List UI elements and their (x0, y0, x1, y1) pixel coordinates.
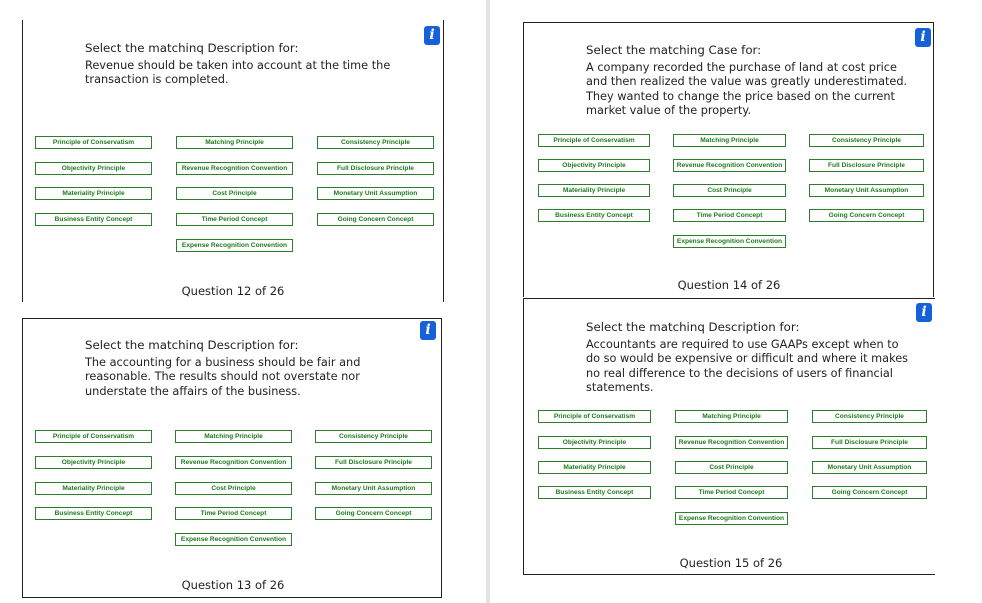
option-matching-principle[interactable]: Matching Principle (673, 134, 786, 147)
option-principle-of-conservatism[interactable]: Principle of Conservatism (35, 430, 152, 443)
option-materiality-principle[interactable]: Materiality Principle (538, 184, 650, 197)
prompt-title: Select the matchinq Description for: (85, 41, 299, 55)
option-full-disclosure-principle[interactable]: Full Disclosure Principle (812, 436, 927, 449)
question-panel-13 (22, 318, 442, 598)
prompt-title: Select the matchinq Description for: (85, 338, 299, 352)
option-business-entity-concept[interactable]: Business Entity Concept (35, 213, 152, 226)
option-principle-of-conservatism[interactable]: Principle of Conservatism (538, 134, 650, 147)
question-prompt (586, 43, 916, 119)
info-icon[interactable]: i (915, 28, 931, 47)
question-prompt (85, 338, 405, 399)
question-counter: Question 12 of 26 (181, 284, 285, 298)
info-icon[interactable]: i (916, 303, 932, 322)
option-time-period-concept[interactable]: Time Period Concept (675, 486, 788, 499)
option-time-period-concept[interactable]: Time Period Concept (176, 213, 293, 226)
option-full-disclosure-principle[interactable]: Full Disclosure Principle (315, 456, 432, 469)
option-going-concern-concept[interactable]: Going Concern Concept (812, 486, 927, 499)
option-business-entity-concept[interactable]: Business Entity Concept (538, 209, 650, 222)
option-business-entity-concept[interactable]: Business Entity Concept (35, 507, 152, 520)
option-materiality-principle[interactable]: Materiality Principle (35, 482, 152, 495)
option-materiality-principle[interactable]: Materiality Principle (538, 461, 651, 474)
screen-divider (486, 0, 490, 603)
question-counter: Question 13 of 26 (181, 578, 285, 592)
option-matching-principle[interactable]: Matching Principle (175, 430, 292, 443)
option-cost-principle[interactable]: Cost Principle (175, 482, 292, 495)
question-prompt (586, 320, 911, 396)
option-consistency-principle[interactable]: Consistency Principle (812, 410, 927, 423)
option-cost-principle[interactable]: Cost Principle (673, 184, 786, 197)
prompt-title: Select the matching Case for: (586, 43, 762, 57)
prompt-body: A company recorded the purchase of land at cost price and then realized the value was greatly underestimated. They wanted to change the price based on the current market value of the property. (586, 60, 908, 117)
option-monetary-unit-assumption[interactable]: Monetary Unit Assumption (812, 461, 927, 474)
option-objectivity-principle[interactable]: Objectivity Principle (538, 159, 650, 172)
option-revenue-recognition-convention[interactable]: Revenue Recognition Convention (175, 456, 292, 469)
option-expense-recognition-convention[interactable]: Expense Recognition Convention (675, 512, 788, 525)
option-objectivity-principle[interactable]: Objectivity Principle (538, 436, 651, 449)
question-prompt (85, 41, 425, 88)
option-going-concern-concept[interactable]: Going Concern Concept (315, 507, 432, 520)
option-principle-of-conservatism[interactable]: Principle of Conservatism (538, 410, 651, 423)
info-icon[interactable]: i (420, 321, 436, 340)
option-revenue-recognition-convention[interactable]: Revenue Recognition Convention (675, 436, 788, 449)
option-expense-recognition-convention[interactable]: Expense Recognition Convention (175, 533, 292, 546)
option-monetary-unit-assumption[interactable]: Monetary Unit Assumption (317, 187, 434, 200)
option-full-disclosure-principle[interactable]: Full Disclosure Principle (809, 159, 924, 172)
option-full-disclosure-principle[interactable]: Full Disclosure Principle (317, 162, 434, 175)
prompt-body: The accounting for a business should be fair and reasonable. The results should not overstate nor understate the affairs of the business. (85, 355, 361, 398)
option-going-concern-concept[interactable]: Going Concern Concept (809, 209, 924, 222)
option-expense-recognition-convention[interactable]: Expense Recognition Convention (176, 239, 293, 252)
option-principle-of-conservatism[interactable]: Principle of Conservatism (35, 136, 152, 149)
question-panel-14 (523, 22, 934, 297)
option-objectivity-principle[interactable]: Objectivity Principle (35, 162, 152, 175)
question-counter: Question 14 of 26 (677, 278, 781, 292)
option-revenue-recognition-convention[interactable]: Revenue Recognition Convention (176, 162, 293, 175)
option-monetary-unit-assumption[interactable]: Monetary Unit Assumption (809, 184, 924, 197)
option-business-entity-concept[interactable]: Business Entity Concept (538, 486, 651, 499)
option-going-concern-concept[interactable]: Going Concern Concept (317, 213, 434, 226)
option-consistency-principle[interactable]: Consistency Principle (315, 430, 432, 443)
question-counter: Question 15 of 26 (679, 556, 783, 570)
option-cost-principle[interactable]: Cost Principle (176, 187, 293, 200)
option-consistency-principle[interactable]: Consistency Principle (317, 136, 434, 149)
option-time-period-concept[interactable]: Time Period Concept (673, 209, 786, 222)
option-matching-principle[interactable]: Matching Principle (176, 136, 293, 149)
option-consistency-principle[interactable]: Consistency Principle (809, 134, 924, 147)
option-time-period-concept[interactable]: Time Period Concept (175, 507, 292, 520)
option-cost-principle[interactable]: Cost Principle (675, 461, 788, 474)
option-materiality-principle[interactable]: Materiality Principle (35, 187, 152, 200)
info-icon[interactable]: i (424, 26, 440, 45)
option-matching-principle[interactable]: Matching Principle (675, 410, 788, 423)
option-objectivity-principle[interactable]: Objectivity Principle (35, 456, 152, 469)
prompt-body: Revenue should be taken into account at the time the transaction is completed. (85, 58, 391, 86)
option-monetary-unit-assumption[interactable]: Monetary Unit Assumption (315, 482, 432, 495)
prompt-body: Accountants are required to use GAAPs except when to do so would be expensive or difficult and where it makes no real difference to the decisions of users of financial statements. (586, 337, 909, 394)
question-panel-12 (22, 20, 444, 302)
option-revenue-recognition-convention[interactable]: Revenue Recognition Convention (673, 159, 786, 172)
question-panel-15 (523, 298, 935, 575)
option-expense-recognition-convention[interactable]: Expense Recognition Convention (673, 235, 786, 248)
prompt-title: Select the matchinq Description for: (586, 320, 800, 334)
